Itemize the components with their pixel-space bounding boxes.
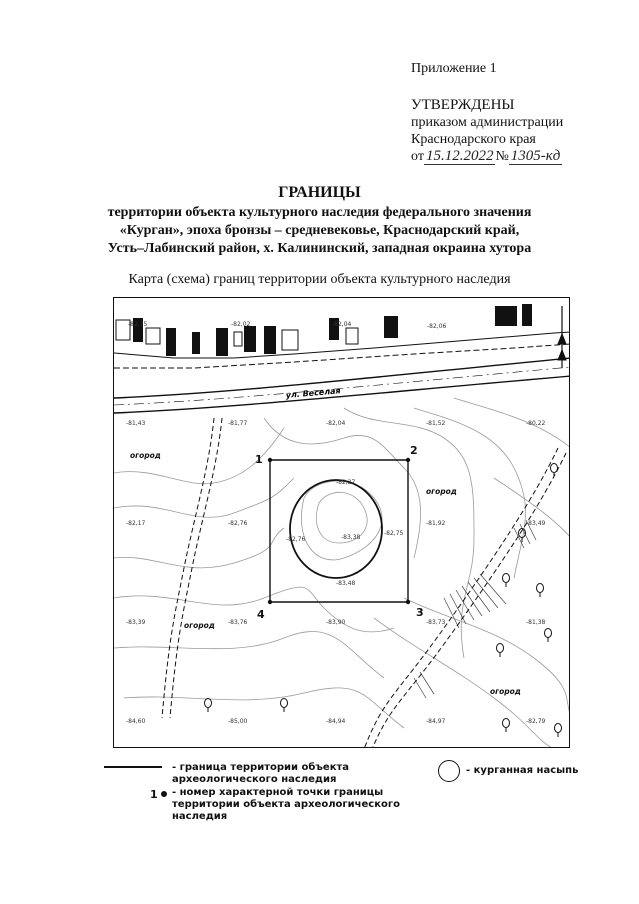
street-label: ул. Веселая xyxy=(285,386,341,400)
elevation-mark: -85,00 xyxy=(228,718,248,725)
elevation-mark: -83,39 xyxy=(126,619,146,626)
elevation-mark: -84,60 xyxy=(126,718,146,725)
garden-labels xyxy=(130,451,521,696)
elevation-mark: -81,52 xyxy=(426,420,446,427)
approval-block xyxy=(411,97,563,165)
mound-circle xyxy=(290,480,382,578)
buildings xyxy=(133,304,532,356)
map-caption: Карта (схема) границ территории объекта культурного наследия xyxy=(128,272,511,287)
legend-mound-text: - курганная насыпь xyxy=(466,765,579,776)
elevation-mark: -81,38 xyxy=(526,619,546,626)
boundary-point-3 xyxy=(406,600,410,604)
elevation-mark: -83,76 xyxy=(228,619,248,626)
boundary-point-2 xyxy=(406,458,410,462)
title-line-1: территории объекта культурного наследия федерального значения xyxy=(107,205,532,220)
elevation-mark: -82,75 xyxy=(384,530,404,537)
map-svg xyxy=(114,298,570,748)
elevation-mark: -82,27 xyxy=(336,479,356,486)
legend-boundary-text: - граница территории объекта археологического наследия xyxy=(172,762,350,785)
region-line: Краснодарского края xyxy=(411,132,536,147)
garden-label-se: огород xyxy=(490,687,521,696)
dashed-paths xyxy=(162,418,566,748)
legend-mound-icon xyxy=(438,760,460,782)
date-prefix: от xyxy=(411,149,424,164)
elevation-mark: -82,75 xyxy=(128,321,148,328)
number-handwritten: 1305-кд xyxy=(510,148,561,164)
elevation-mark: -82,04 xyxy=(332,321,352,328)
approved-label: УТВЕРЖДЕНЫ xyxy=(411,97,515,113)
elevation-mark: -82,04 xyxy=(326,420,346,427)
legend-point-text: - номер характерной точки границы территории объекта археологического наследия xyxy=(172,787,400,822)
title-line-2: «Курган», эпоха бронзы – средневековье, Краснодарский край, xyxy=(119,223,520,238)
boundary-point-4 xyxy=(268,600,272,604)
north-arrow-icon xyxy=(558,306,566,368)
elevation-mark: -81,77 xyxy=(228,420,248,427)
garden-label-ne: огород xyxy=(426,487,457,496)
garden-label-sw: огород xyxy=(184,621,215,630)
elevation-mark: -83,90 xyxy=(326,619,346,626)
site-map xyxy=(113,297,570,748)
appendix-label: Приложение 1 xyxy=(411,61,497,76)
garden-label-nw: огород xyxy=(130,451,161,460)
point-label-3: 3 xyxy=(416,606,424,619)
doc-title: ГРАНИЦЫ xyxy=(278,184,361,201)
point-label-2: 2 xyxy=(410,444,418,457)
elevation-mark: -82,76 xyxy=(228,520,248,527)
elevation-mark: -81,43 xyxy=(126,420,146,427)
elevation-mark: -82,06 xyxy=(427,323,447,330)
elevation-mark: -84,97 xyxy=(426,718,446,725)
order-line: приказом администрации xyxy=(411,115,564,130)
elevation-mark: -83,38 xyxy=(341,534,361,541)
legend-point-number: 1 xyxy=(150,788,158,801)
elevation-mark: -82,79 xyxy=(526,718,546,725)
fence-lines xyxy=(114,332,570,368)
elevation-mark: -81,92 xyxy=(426,520,446,527)
elevation-mark: -84,94 xyxy=(326,718,346,725)
legend-boundary-line xyxy=(104,766,162,768)
legend-point-dot-icon xyxy=(161,791,167,797)
elevation-mark: -82,17 xyxy=(126,520,146,527)
elevation-mark: -83,73 xyxy=(426,619,446,626)
elevation-mark: -82,02 xyxy=(231,321,251,328)
boundary-point-1 xyxy=(268,458,272,462)
point-label-4: 4 xyxy=(257,608,265,621)
slope-hatching xyxy=(414,520,536,698)
number-prefix: № xyxy=(495,149,509,164)
title-line-3: Усть–Лабинский район, х. Калининский, западная окраина хутора xyxy=(107,241,532,256)
elevation-mark: -83,48 xyxy=(336,580,356,587)
elevation-mark: -83,49 xyxy=(526,520,546,527)
date-handwritten: 15.12.2022 xyxy=(425,148,494,164)
street-road xyxy=(114,358,570,413)
doc-subtitle-block xyxy=(0,204,639,258)
point-label-1: 1 xyxy=(255,453,263,466)
elevation-mark: -82,76 xyxy=(286,536,306,543)
date-line xyxy=(411,148,563,165)
elevation-mark: -80,22 xyxy=(526,420,546,427)
